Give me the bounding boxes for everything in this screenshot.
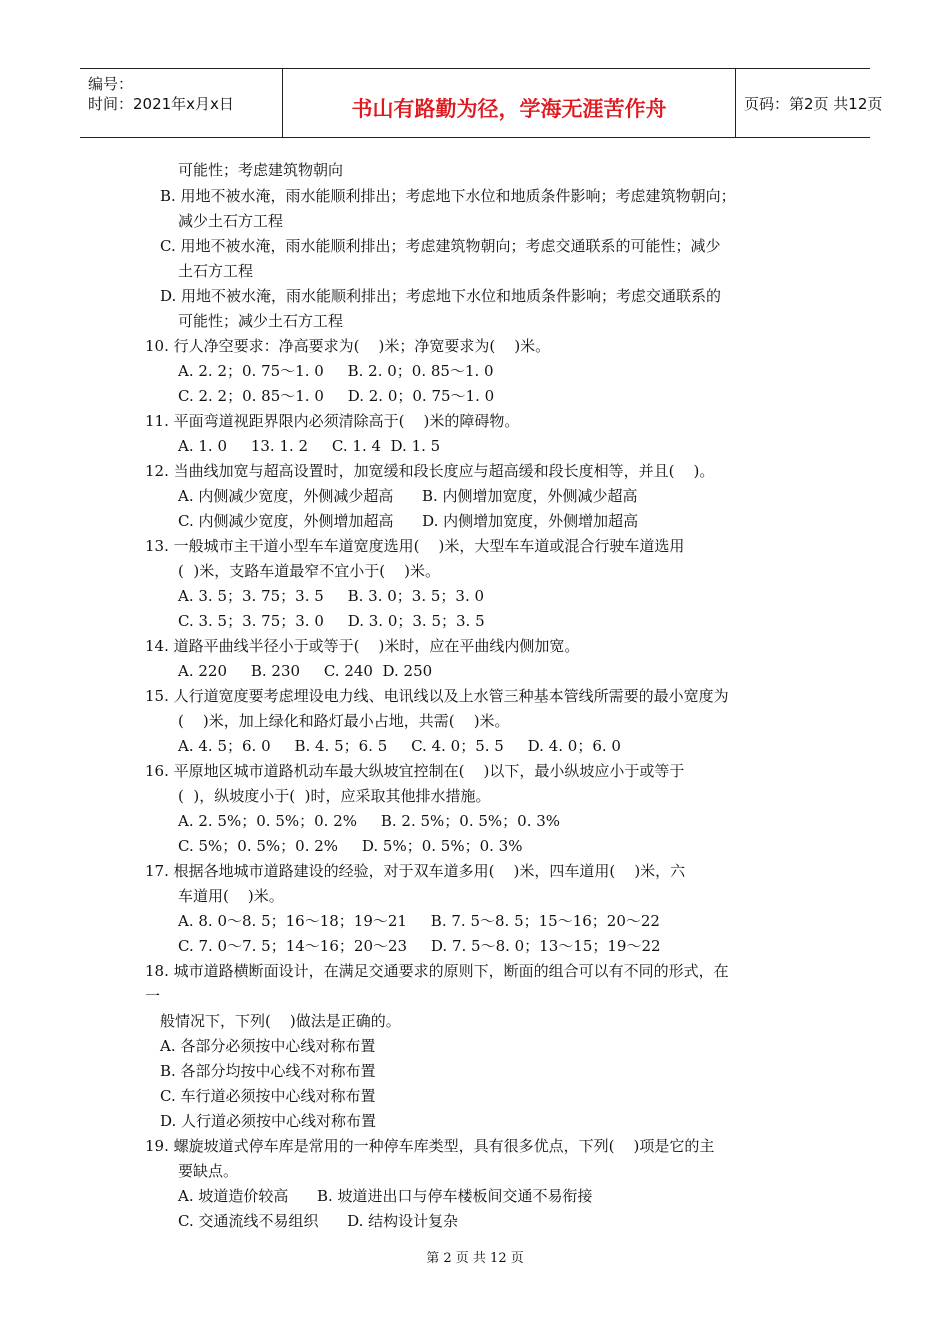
option-line: A. 1. 0 13. 1. 2 C. 1. 4 D. 1. 5 bbox=[178, 437, 441, 455]
question-line: 17. 根据各地城市道路建设的经验，对于双车道多用( )米，四车道用( )米，六 bbox=[145, 862, 686, 880]
question-line: 车道用( )米。 bbox=[178, 887, 284, 905]
page-number-info: 页码：第2页 共12页 bbox=[744, 95, 883, 113]
question-line: 13. 一般城市主干道小型车车道宽度选用( )米，大型车车道或混合行驶车道选用 bbox=[145, 537, 685, 555]
option-line: C. 3. 5；3. 75；3. 0 D. 3. 0；3. 5；3. 5 bbox=[178, 612, 485, 630]
page-footer: 第 2 页 共 12 页 bbox=[426, 1251, 524, 1266]
question-line: 12. 当曲线加宽与超高设置时，加宽缓和段长度应与超高缓和段长度相等，并且( )。 bbox=[145, 462, 715, 480]
text-line: B. 用地不被水淹，雨水能顺利排出；考虑地下水位和地质条件影响；考虑建筑物朝向； bbox=[160, 187, 736, 205]
option-line: A. 坡道造价较高 B. 坡道进出口与停车楼板间交通不易衔接 bbox=[178, 1187, 593, 1205]
option-line: A. 2. 2；0. 75～1. 0 B. 2. 0；0. 85～1. 0 bbox=[178, 362, 494, 380]
option-line: B. 各部分均按中心线不对称布置 bbox=[160, 1062, 376, 1080]
option-line: A. 4. 5；6. 0 B. 4. 5；6. 5 C. 4. 0；5. 5 D. 4. 0；6. 0 bbox=[178, 737, 621, 755]
question-line: 16. 平原地区城市道路机动车最大纵坡宜控制在( )以下，最小纵坡应小于或等于 bbox=[145, 762, 685, 780]
question-line: ( )，纵坡度小于( )时，应采取其他排水措施。 bbox=[178, 787, 491, 805]
question-line: ( )米，加上绿化和路灯最小占地，共需( )米。 bbox=[178, 712, 510, 730]
question-line: 18. 城市道路横断面设计，在满足交通要求的原则下，断面的组合可以有不同的形式，在 bbox=[145, 962, 729, 980]
option-line: A. 220 B. 230 C. 240 D. 250 bbox=[178, 662, 433, 680]
option-line: C. 车行道必须按中心线对称布置 bbox=[160, 1087, 376, 1105]
option-line: A. 内侧减少宽度，外侧减少超高 B. 内侧增加宽度，外侧减少超高 bbox=[178, 487, 638, 505]
question-line: 19. 螺旋坡道式停车库是常用的一种停车库类型，具有很多优点，下列( )项是它的主 bbox=[145, 1137, 715, 1155]
question-line: 一 bbox=[145, 987, 161, 1005]
motto-text: 书山有路勤为径，学海无涯苦作舟 bbox=[351, 97, 667, 121]
question-line: 要缺点。 bbox=[178, 1162, 239, 1180]
option-line: A. 各部分必须按中心线对称布置 bbox=[160, 1037, 376, 1055]
option-line: A. 2. 5%；0. 5%；0. 2% B. 2. 5%；0. 5%；0. 3% bbox=[178, 812, 561, 830]
text-line: 可能性；减少土石方工程 bbox=[178, 312, 344, 330]
header-motto-cell bbox=[282, 69, 736, 137]
question-line: 10. 行人净空要求：净高要求为( )米；净宽要求为( )米。 bbox=[145, 337, 551, 355]
option-line: A. 3. 5；3. 75；3. 5 B. 3. 0；3. 5；3. 0 bbox=[178, 587, 485, 605]
document-number-label: 编号： bbox=[88, 75, 134, 93]
option-line: C. 内侧减少宽度，外侧增加超高 D. 内侧增加宽度，外侧增加超高 bbox=[178, 512, 639, 530]
option-line: C. 5%；0. 5%；0. 2% D. 5%；0. 5%；0. 3% bbox=[178, 837, 523, 855]
question-line: ( )米，支路车道最窄不宜小于( )米。 bbox=[178, 562, 441, 580]
text-line: C. 用地不被水淹，雨水能顺利排出；考虑建筑物朝向；考虑交通联系的可能性；减少 bbox=[160, 237, 721, 255]
option-line: D. 人行道必须按中心线对称布置 bbox=[160, 1112, 377, 1130]
option-line: A. 8. 0～8. 5；16～18；19～21 B. 7. 5～8. 5；15～16；20～22 bbox=[178, 912, 660, 930]
option-line: C. 2. 2；0. 85～1. 0 D. 2. 0；0. 75～1. 0 bbox=[178, 387, 495, 405]
text-line: 减少土石方工程 bbox=[178, 212, 284, 230]
text-line: 土石方工程 bbox=[178, 262, 254, 280]
question-line: 11. 平面弯道视距界限内必须清除高于( )米的障碍物。 bbox=[145, 412, 520, 430]
document-time-label: 时间：2021年x月x日 bbox=[88, 95, 234, 113]
text-line: 可能性；考虑建筑物朝向 bbox=[178, 161, 344, 179]
question-line: 14. 道路平曲线半径小于或等于( )米时，应在平曲线内侧加宽。 bbox=[145, 637, 580, 655]
question-line: 般情况下，下列( )做法是正确的。 bbox=[160, 1012, 401, 1030]
header-page-cell bbox=[736, 69, 883, 137]
page-header bbox=[80, 68, 883, 138]
option-line: C. 交通流线不易组织 D. 结构设计复杂 bbox=[178, 1212, 459, 1230]
question-line: 15. 人行道宽度要考虑埋设电力线、电讯线以及上水管三种基本管线所需要的最小宽度为 bbox=[145, 687, 729, 705]
header-meta-cell bbox=[80, 69, 282, 137]
text-line: D. 用地不被水淹，雨水能顺利排出；考虑地下水位和地质条件影响；考虑交通联系的 bbox=[160, 287, 722, 305]
option-line: C. 7. 0～7. 5；14～16；20～23 D. 7. 5～8. 0；13～15；19～22 bbox=[178, 937, 661, 955]
